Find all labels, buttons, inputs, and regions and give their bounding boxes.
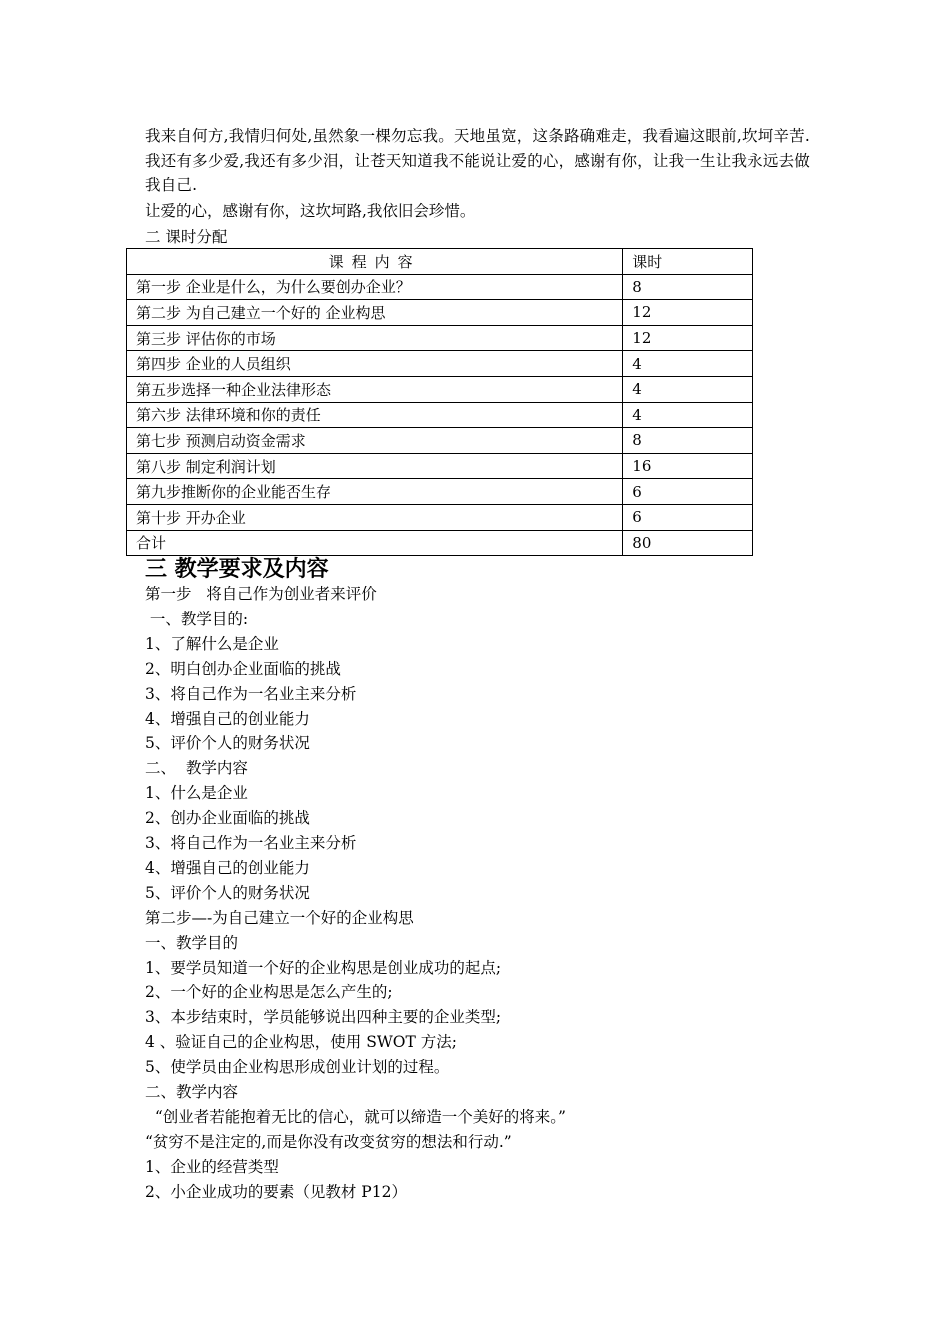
table-cell-step: 第一步 企业是什么，为什么要创办企业？ <box>127 274 623 300</box>
table-cell-hours: 12 <box>623 300 753 326</box>
content-line: 5、使学员由企业构思形成创业计划的过程。 <box>145 1058 450 1077</box>
content-line: 2、明白创办企业面临的挑战 <box>145 659 341 678</box>
content-line: 一、教学目的: <box>145 609 249 628</box>
table-cell-hours: 8 <box>623 274 753 300</box>
table-cell-hours: 8 <box>623 428 753 454</box>
intro-poem-end: 让爱的心，感谢有你，这坎坷路,我依旧会珍惜。 <box>145 202 476 220</box>
content-line: 第二步—-为自己建立一个好的企业构思 <box>145 908 414 927</box>
content-line: 2、小企业成功的要素（见教材 P12） <box>145 1182 407 1201</box>
content-line: “创业者若能抱着无比的信心，就可以缔造一个美好的将来。” <box>145 1107 566 1126</box>
table-cell-step: 第七步 预测启动资金需求 <box>127 428 623 454</box>
content-line: 1、要学员知道一个好的企业构思是创业成功的起点; <box>145 958 502 977</box>
content-line: 3、本步结束时，学员能够说出四种主要的企业类型; <box>145 1008 502 1027</box>
table-cell-step: 第八步 制定利润计划 <box>127 453 623 479</box>
content-line: 2、创办企业面临的挑战 <box>145 809 310 828</box>
table-cell-step: 第九步推断你的企业能否生存 <box>127 479 623 505</box>
content-line: 二、教学内容 <box>145 1083 239 1101</box>
table-cell-step: 第五步选择一种企业法律形态 <box>127 376 623 402</box>
table-row <box>127 351 753 377</box>
table-row <box>127 274 753 300</box>
content-line: 5、评价个人的财务状况 <box>145 734 310 753</box>
table-row <box>127 300 753 326</box>
table-row <box>127 402 753 428</box>
table-row <box>127 530 753 556</box>
section-2-title: 二 课时分配 <box>145 228 228 246</box>
table-cell-step: 第十步 开办企业 <box>127 504 623 530</box>
content-line: 4、增强自己的创业能力 <box>145 709 310 728</box>
content-line: 第一步 将自己作为创业者来评价 <box>145 585 377 603</box>
table-cell-hours: 4 <box>623 402 753 428</box>
column-header-hours: 课时 <box>623 249 753 275</box>
schedule-table <box>126 248 753 556</box>
table-row <box>127 479 753 505</box>
table-header-row <box>127 249 753 275</box>
table-row <box>127 453 753 479</box>
table-cell-step: 第三步 评估你的市场 <box>127 325 623 351</box>
table-row <box>127 376 753 402</box>
column-header-content: 课程内容 <box>127 249 623 275</box>
table-cell-hours: 4 <box>623 351 753 377</box>
table-cell-step: 合计 <box>127 530 623 556</box>
content-line: 1、企业的经营类型 <box>145 1157 279 1176</box>
table-cell-step: 第四步 企业的人员组织 <box>127 351 623 377</box>
table-row <box>127 504 753 530</box>
content-line: 3、将自己作为一名业主来分析 <box>145 684 357 703</box>
table-cell-hours: 4 <box>623 376 753 402</box>
content-line: 3、将自己作为一名业主来分析 <box>145 834 357 852</box>
table-cell-step: 第六步 法律环境和你的责任 <box>127 402 623 428</box>
table-cell-hours: 6 <box>623 504 753 530</box>
table-cell-hours: 80 <box>623 530 753 556</box>
content-line: 4 、验证自己的企业构思，使用 SWOT 方法; <box>145 1033 457 1052</box>
content-line: 一、教学目的 <box>145 933 239 952</box>
table-row <box>127 428 753 454</box>
section-3-title: 三 教学要求及内容 <box>145 557 329 582</box>
table-cell-step: 第二步 为自己建立一个好的 企业构思 <box>127 300 623 326</box>
content-line: 4、增强自己的创业能力 <box>145 858 310 877</box>
content-line: 2、一个好的企业构思是怎么产生的; <box>145 983 393 1002</box>
intro-poem: 我来自何方,我情归何处,虽然象一棵勿忘我。天地虽宽，这条路确难走，我看遍这眼前,坎坷辛苦.我还有多少爱,我还有多少泪，让苍天知道我不能说让爱的心，感谢有你，让我一生让我永远去做我自己. <box>145 127 810 194</box>
content-line: 1、什么是企业 <box>145 784 248 803</box>
schedule-body <box>127 274 753 556</box>
table-row <box>127 325 753 351</box>
content-line: 二、 教学内容 <box>145 759 248 778</box>
table-cell-hours: 16 <box>623 453 753 479</box>
content-line: 1、了解什么是企业 <box>145 634 279 653</box>
content-line: “贫穷不是注定的,而是你没有改变贫穷的想法和行动.” <box>145 1132 512 1151</box>
table-cell-hours: 6 <box>623 479 753 505</box>
table-cell-hours: 12 <box>623 325 753 351</box>
content-line: 5、评价个人的财务状况 <box>145 883 310 902</box>
